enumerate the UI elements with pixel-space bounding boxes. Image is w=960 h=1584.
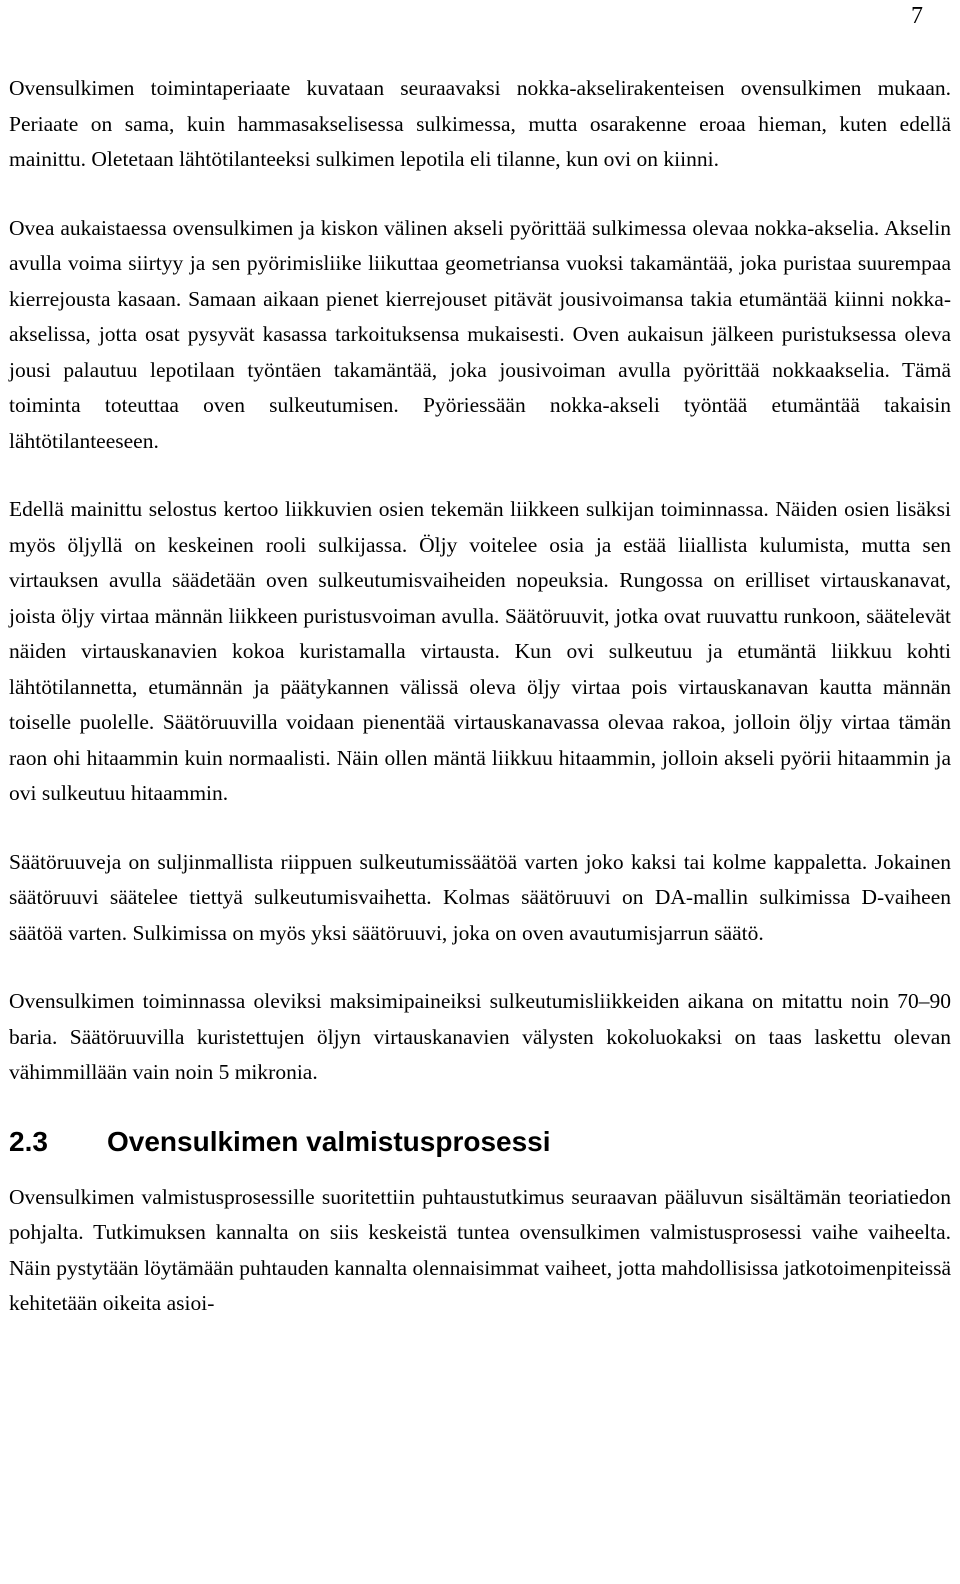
- paragraph-principle-intro: Ovensulkimen toimintaperiaate kuvataan seuraavaksi nokka-akselirakenteisen ovensulkimen mukaan. Periaate on sama, kuin hammasakselisessa sulkimessa, mutta osarakenne eroaa hieman, kuten edellä mainittu. Oletetaan lähtötilanteeksi sulkimen lepotila eli tilanne, kun ovi on kiinni.: [9, 76, 951, 171]
- paragraph-oil-role: Edellä mainittu selostus kertoo liikkuvien osien tekemän liikkeen sulkijan toiminnassa. Näiden osien lisäksi myös öljyllä on keskeinen rooli sulkijassa. Öljy voitelee osia ja estää liiallista kulumista, mutta sen virtauksen avulla säädetään oven sulkeutumisvaiheiden nopeuksia. Rungossa on erilliset virtauskanavat, joista öljy virtaa männän liikkeen puristusvoiman avulla. Säätöruuvit, jotka ovat ruuvattu runkoon, säätelevät näiden virtauskanavien kokoa kuristamalla virtausta. Kun ovi sulkeutuu ja etumäntä liikkuu kohti lähtötilannetta, etumännän ja päätykannen välissä oleva öljy virtaa pois virtauskanavan kautta männän toiselle puolelle. Säätöruuvilla voidaan pienentää virtauskanavassa olevaa rakoa, jolloin öljy virtaa tämän raon ohi hitaammin kuin normaalisti. Näin ollen mäntä liikkuu hitaammin, jolloin akseli pyörii hitaammin ja ovi sulkeutuu hitaammin.: [9, 497, 951, 805]
- page-number: 7: [911, 3, 923, 29]
- paragraph-max-pressures: Ovensulkimen toiminnassa oleviksi maksimipaineiksi sulkeutumisliikkeiden aikana on mitattu noin 70–90 baria. Säätöruuvilla kuristettujen öljyn virtauskanavien välysten kokoluokaksi on taas laskettu olevan vähimmillään vain noin 5 mikronia.: [9, 989, 951, 1084]
- section-number: 2.3: [9, 1125, 48, 1157]
- paragraph-opening-operation: Ovea aukaistaessa ovensulkimen ja kiskon välinen akseli pyörittää sulkimessa olevaa nokka-akselia. Akselin avulla voima siirtyy ja sen pyörimisliike liikuttaa geometriansa vuoksi takamäntää, joka puristaa suurempaa kierrejousta kasaan. Samaan aikaan pienet kierrejouset pitävät jousivoimansa takia etumäntää kiinni nokka-akselissa, jotta osat pysyvät kasassa tarkoituksensa mukaisesti. Oven aukaisun jälkeen puristuksessa oleva jousi palautuu lepotilaan työntäen takamäntää, joka jousivoiman avulla pyörittää nokkaakselia. Tämä toiminta toteuttaa oven sulkeutumisen. Pyöriessään nokka-akseli työntää etumäntää takaisin lähtötilanteeseen.: [9, 215, 951, 453]
- paragraph-adjustment-screws: Säätöruuveja on suljinmallista riippuen sulkeutumissäätöä varten joko kaksi tai kolme kappaletta. Jokainen säätöruuvi säätelee tiettyä sulkeutumisvaihetta. Kolmas säätöruuvi on DA-mallin sulkimissa D-vaiheen säätöä varten. Sulkimissa on myös yksi säätöruuvi, joka on oven avautumisjarrun säätö.: [9, 849, 951, 945]
- section-title: Ovensulkimen valmistusprosessi: [107, 1125, 551, 1157]
- section-heading: [9, 1124, 951, 1160]
- page-content: [9, 71, 951, 1322]
- paragraph-manufacturing-process: Ovensulkimen valmistusprosessille suoritettiin puhtaustutkimus seuraavan pääluvun sisältämän teoriatiedon pohjalta. Tutkimuksen kannalta on siis keskeistä tuntea ovensulkimen valmistusprosessi vaihe vaiheelta. Näin pystytään löytämään puhtauden kannalta olennaisimmat vaiheet, jotta mahdollisissa jatkotoimenpiteissä kehitetään oikeita asioi-: [9, 1184, 951, 1315]
